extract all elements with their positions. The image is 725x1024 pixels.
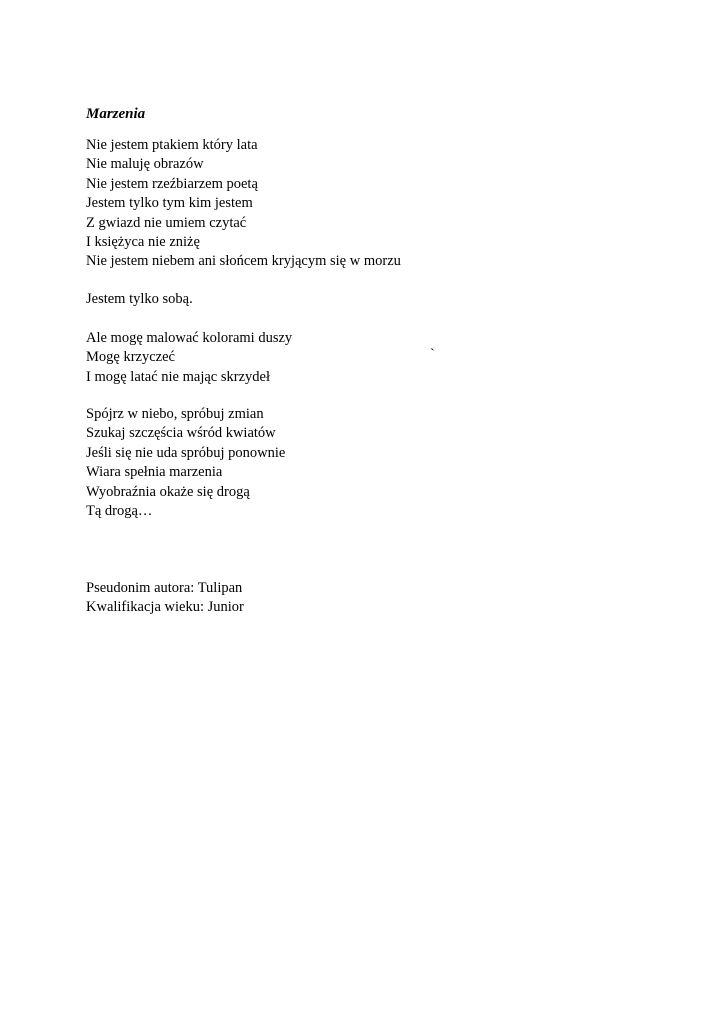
stanza-4	[86, 405, 285, 521]
poem-line: Nie jestem rzeźbiarzem poetą	[86, 175, 258, 192]
author-pseudonym: Pseudonim autora: Tulipan	[86, 580, 243, 596]
poem-line: Wiara spełnia marzenia	[86, 464, 223, 481]
stanza-3	[86, 329, 292, 387]
poem-line: Jeśli się nie uda spróbuj ponownie	[86, 444, 286, 461]
poem-line: Jestem tylko tym kim jestem	[86, 195, 253, 212]
poem-line: Ale mogę malować kolorami duszy	[86, 330, 293, 346]
poem-line: Tą drogą…	[86, 502, 153, 519]
stanza-2	[86, 290, 193, 309]
poem-line: Spójrz w niebo, spróbuj zmian	[86, 406, 264, 422]
poem-line: Mogę krzyczeć	[86, 349, 175, 366]
poem-line: Jestem tylko sobą.	[86, 291, 193, 307]
poem-line: Z gwiazd nie umiem czytać	[86, 214, 247, 231]
poem-line: Nie jestem ptakiem który lata	[86, 137, 258, 153]
poem-line: Szukaj szczęścia wśród kwiatów	[86, 425, 276, 442]
stray-mark: `	[430, 347, 435, 362]
poem-line: Wyobraźnia okaże się drogą	[86, 483, 250, 500]
poem-line: Nie jestem niebem ani słońcem kryjącym się w morzu	[86, 253, 401, 270]
poem-line: I księżyca nie zniżę	[86, 233, 200, 250]
poem-line: I mogę latać nie mając skrzydeł	[86, 368, 270, 385]
stanza-1	[86, 136, 401, 272]
poem-line: Nie maluję obrazów	[86, 156, 204, 173]
age-category: Kwalifikacja wieku: Junior	[86, 599, 244, 616]
poem-title: Marzenia	[86, 106, 146, 122]
author-info	[86, 579, 244, 618]
